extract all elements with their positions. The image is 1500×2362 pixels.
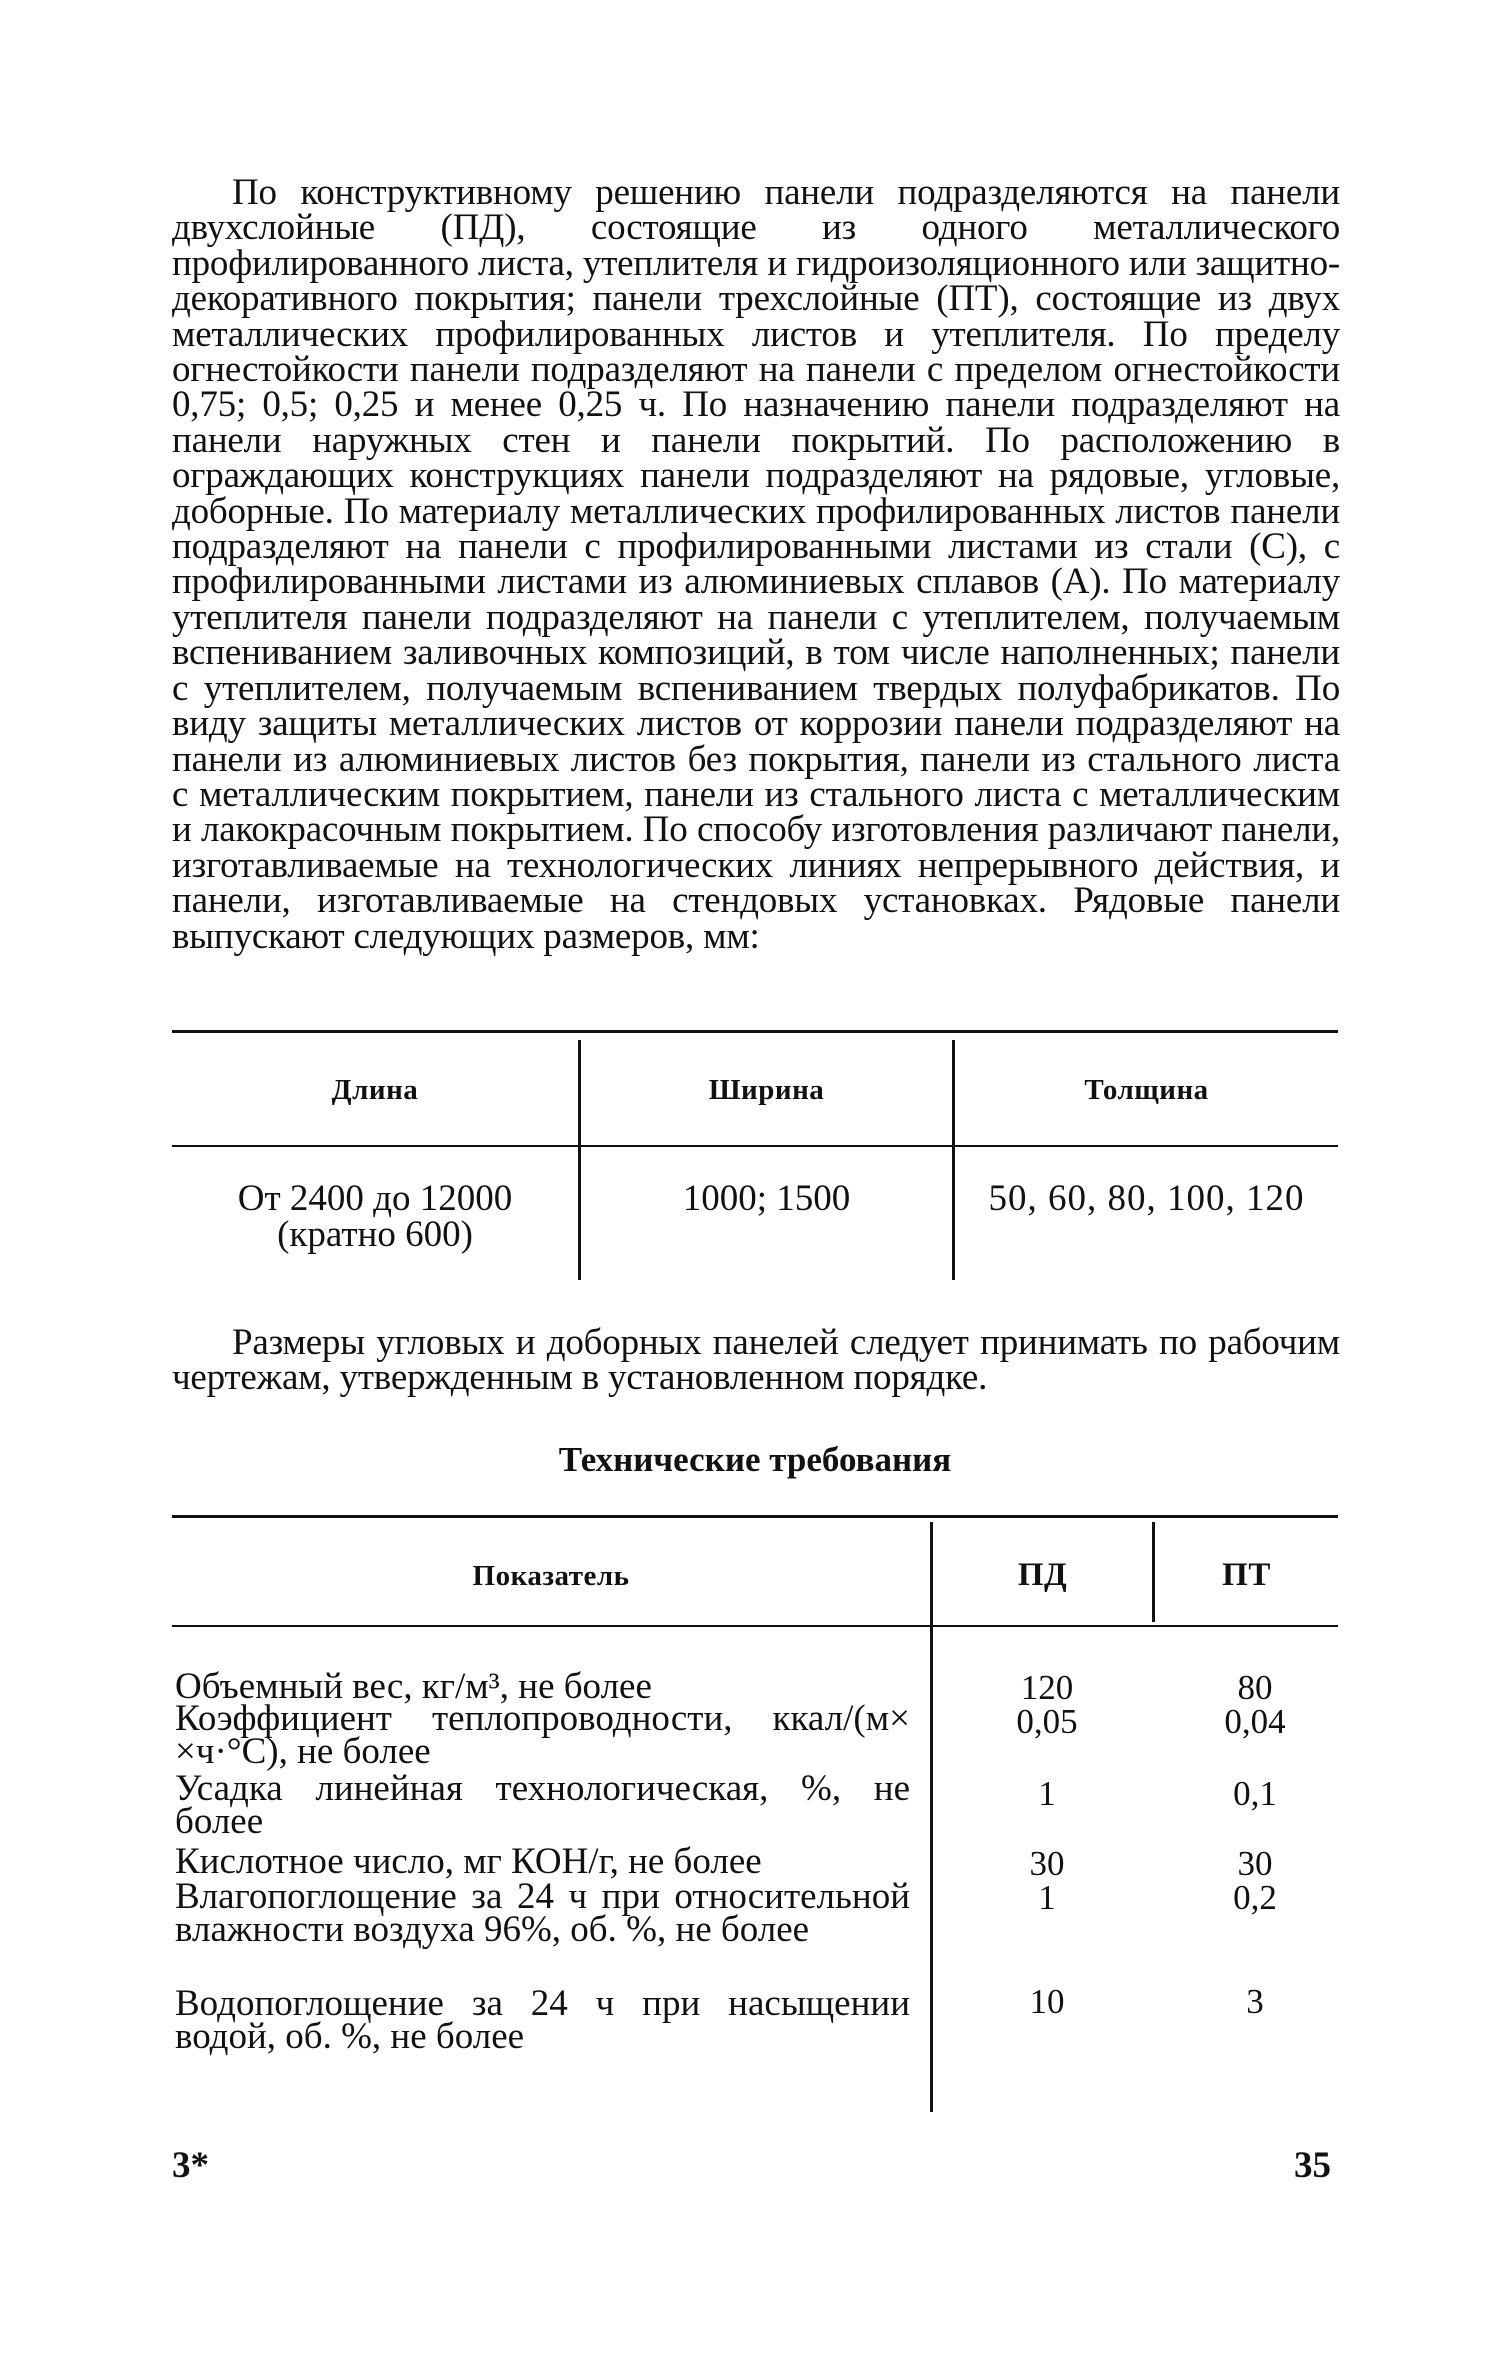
tech-row-pd: 1 xyxy=(1038,1774,1056,1813)
tech-row-label: Водопоглощение за 24 ч при насыщении водой, об. %, не более xyxy=(175,1983,910,2057)
tech-row-pt: 80 xyxy=(1237,1668,1273,1707)
signature-mark: 3* xyxy=(172,2145,209,2186)
tech-row-pt: 30 xyxy=(1237,1844,1273,1883)
section-title: Технические требования xyxy=(558,1440,952,1479)
tech-row-label: Кислотное число, мг КОН/г, не более xyxy=(175,1841,762,1882)
tech-table-top-rule xyxy=(172,1515,1338,1518)
sizes-cell-width: 1000; 1500 xyxy=(682,1178,851,1219)
sizes-cell-thickness: 50, 60, 80, 100, 120 xyxy=(988,1178,1305,1219)
tech-row-label: Коэффициент теплопроводности, ккал/(м× ×ч·°С), не более xyxy=(175,1698,910,1772)
tech-row-label: Влагопоглощение за 24 ч при относительной влажности воздуха 96%, об. %, не более xyxy=(175,1876,910,1950)
tech-header-indicator: Показатель xyxy=(472,1560,630,1592)
sizes-cell-length-line2: (кратно 600) xyxy=(277,1214,473,1255)
tech-row-pd: 30 xyxy=(1029,1844,1065,1883)
tech-row-pd: 120 xyxy=(1020,1668,1074,1707)
tech-table-header-rule xyxy=(172,1625,1338,1627)
sizes-header-thickness: Толщина xyxy=(1084,1074,1209,1106)
sizes-table-header-rule xyxy=(172,1145,1338,1147)
sizes-header-width: Ширина xyxy=(708,1074,825,1106)
tech-row-label: Объемный вес, кг/м³, не более xyxy=(175,1666,652,1707)
body-paragraph-2: Размеры угловых и доборных панелей следует принимать по рабочим чертежам, утвержденным в установленном порядке. xyxy=(172,1322,1340,1398)
tech-row-pd: 1 xyxy=(1038,1878,1056,1917)
tech-row-pt: 0,1 xyxy=(1233,1774,1277,1813)
tech-header-pt: ПТ xyxy=(1222,1557,1271,1593)
body-paragraph-1: По конструктивному решению панели подразделяются на панели двухслойные (ПД), состоящие из одного металлического профилированного листа, утеплителя и гидроизоляционного или защитно-декоративного покрытия; панели трехслойные (ПТ), состоящие из двух металлических профилированных листов и утеплителя. По пределу огнестойкости панели подразделяют на панели с пределом огнестойкости 0,75; 0,5; 0,25 и менее 0,25 ч. По назначению панели подразделяют на панели наружных стен и панели покрытий. По расположению в ограждающих конструкциях панели подразделяют на рядовые, угловые, доборные. По материалу металлических профилированных листов панели подразделяют на панели с профилированными листами из стали (С), с профилированными листами из алюминиевых сплавов (А). По материалу утеплителя панели подразделяют на панели с утеплителем, получаемым вспениванием заливочных композиций, в том числе наполненных; панели с утеплителем, получаемым вспениванием твердых полуфабрикатов. По виду защиты металлических листов от коррозии панели подразделяют на панели из алюминиевых листов без покрытия, панели из стального листа с металлическим покрытием, панели из стального листа с металлическим и лакокрасочным покрытием. По способу изготовления различают панели, изготавливаемые на технологических линиях непрерывного действия, и панели, изготавливаемые на стендовых установках. Рядовые панели выпускают следующих размеров, мм: xyxy=(172,172,1340,957)
tech-row-pt: 0,04 xyxy=(1224,1702,1286,1741)
sizes-header-length: Длина xyxy=(331,1074,419,1106)
tech-row-pt: 0,2 xyxy=(1233,1878,1277,1917)
tech-table-divider-1 xyxy=(930,1522,933,2112)
sizes-cell-length xyxy=(172,1178,578,1255)
tech-row-pt: 3 xyxy=(1246,1982,1264,2021)
tech-row-pd: 0,05 xyxy=(1016,1702,1078,1741)
tech-header-pd: ПД xyxy=(1017,1557,1068,1593)
tech-row-pd: 10 xyxy=(1029,1982,1065,2021)
sizes-table-top-rule xyxy=(172,1030,1338,1033)
tech-row-label: Усадка линейная технологическая, %, не более xyxy=(175,1768,910,1842)
sizes-cell-length-line1: От 2400 до 12000 xyxy=(237,1178,513,1219)
page-number: 35 xyxy=(1294,2145,1331,2186)
